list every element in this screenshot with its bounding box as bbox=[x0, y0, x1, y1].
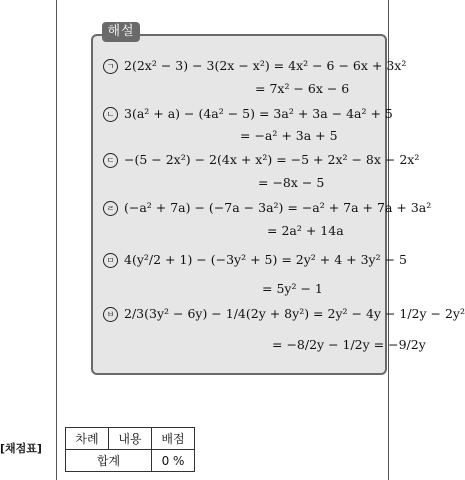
item-1-line-2: = 7x² − 6x − 6 bbox=[255, 81, 350, 96]
item-1-expression: 2(2x² − 3) − 3(2x − x²) = 4x² − 6 − 6x + 3x² bbox=[124, 58, 407, 73]
item-3-expression: −(5 − 2x²) − 2(4x + x²) = −5 + 2x² − 8x − 2x² bbox=[124, 152, 420, 167]
score-header-order: 차례 bbox=[66, 428, 109, 450]
item-1-marker: ㄱ bbox=[103, 59, 118, 74]
item-2-marker: ㄴ bbox=[103, 107, 118, 122]
item-4-line-1 bbox=[103, 200, 431, 216]
score-header-points: 배점 bbox=[152, 428, 195, 450]
item-4-expression: (−a² + 7a) − (−7a − 3a²) = −a² + 7a + 7a + 3a² bbox=[124, 200, 432, 215]
item-2-expression: 3(a² + a) − (4a² − 5) = 3a² + 3a − 4a² + 5 bbox=[124, 106, 393, 121]
item-6-line-2: = −8/2y − 1/2y = −9/2y bbox=[272, 337, 426, 352]
item-5-line-1 bbox=[103, 252, 407, 268]
score-header-content: 내용 bbox=[109, 428, 152, 450]
item-6-expression: 2/3(3y² − 6y) − 1/4(2y + 8y²) = 2y² − 4y − 1/2y − 2y² bbox=[124, 306, 465, 321]
item-1-line-1 bbox=[103, 58, 406, 74]
item-4-marker: ㄹ bbox=[103, 201, 118, 216]
score-total-label: 합계 bbox=[66, 450, 152, 472]
item-2-line-1 bbox=[103, 106, 393, 122]
item-3-line-2: = −8x − 5 bbox=[258, 175, 325, 190]
score-table-header-row bbox=[66, 428, 195, 450]
item-2-line-2: = −a² + 3a + 5 bbox=[240, 128, 338, 143]
item-4-line-2: = 2a² + 14a bbox=[267, 223, 344, 238]
item-3-line-1 bbox=[103, 152, 419, 168]
item-5-expression: 4(y²/2 + 1) − (−3y² + 5) = 2y² + 4 + 3y² − 5 bbox=[124, 252, 408, 267]
score-total-value: 0 % bbox=[152, 450, 195, 472]
item-6-marker: ㅂ bbox=[103, 307, 118, 322]
item-3-marker: ㄷ bbox=[103, 153, 118, 168]
score-table-total-row bbox=[66, 450, 195, 472]
score-label: [채점표] bbox=[0, 442, 42, 455]
solution-tab: 해설 bbox=[102, 22, 140, 42]
item-5-marker: ㅁ bbox=[103, 253, 118, 268]
score-table bbox=[65, 427, 195, 472]
item-5-line-2: = 5y² − 1 bbox=[262, 281, 323, 296]
item-6-line-1 bbox=[103, 306, 465, 322]
